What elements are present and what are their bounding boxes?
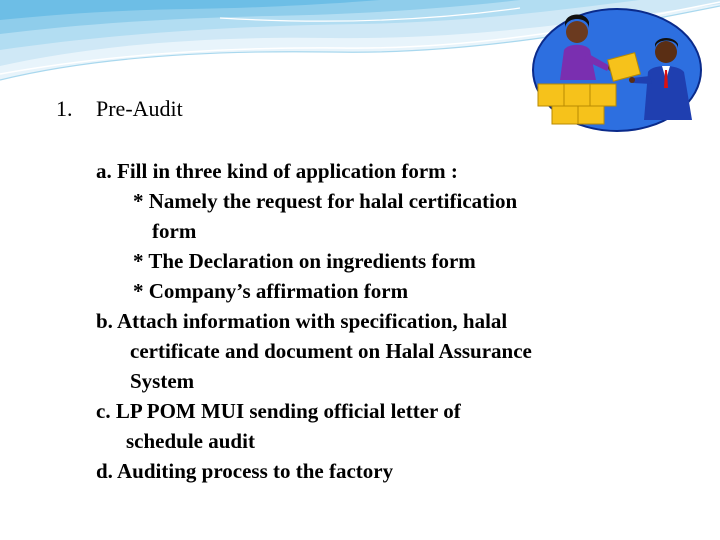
heading-number: 1. — [56, 96, 73, 121]
heading-title: Pre-Audit — [96, 96, 183, 121]
item-a-sub-3-line: * Company’s affirmation form — [133, 279, 409, 303]
item-d-line: d. Auditing process to the factory — [96, 459, 394, 483]
item-c-cont: schedule audit — [126, 429, 255, 453]
item-a-sub-1-line: * Namely the request for halal certification — [133, 189, 518, 213]
section-heading — [56, 96, 183, 122]
item-b-cont-2: System — [130, 369, 195, 393]
item-a-sub-1-cont: form — [152, 219, 197, 243]
business-meeting-clipart-icon — [532, 8, 702, 133]
item-a-sub-2-line: * The Declaration on ingredients form — [133, 249, 476, 273]
item-a-line: a. Fill in three kind of application form : — [96, 159, 458, 183]
item-b-cont-1: certificate and document on Halal Assurance — [130, 339, 532, 363]
item-c-line: c. LP POM MUI sending official letter of — [96, 399, 461, 423]
item-b-line: b. Attach information with specification, halal — [96, 309, 508, 333]
